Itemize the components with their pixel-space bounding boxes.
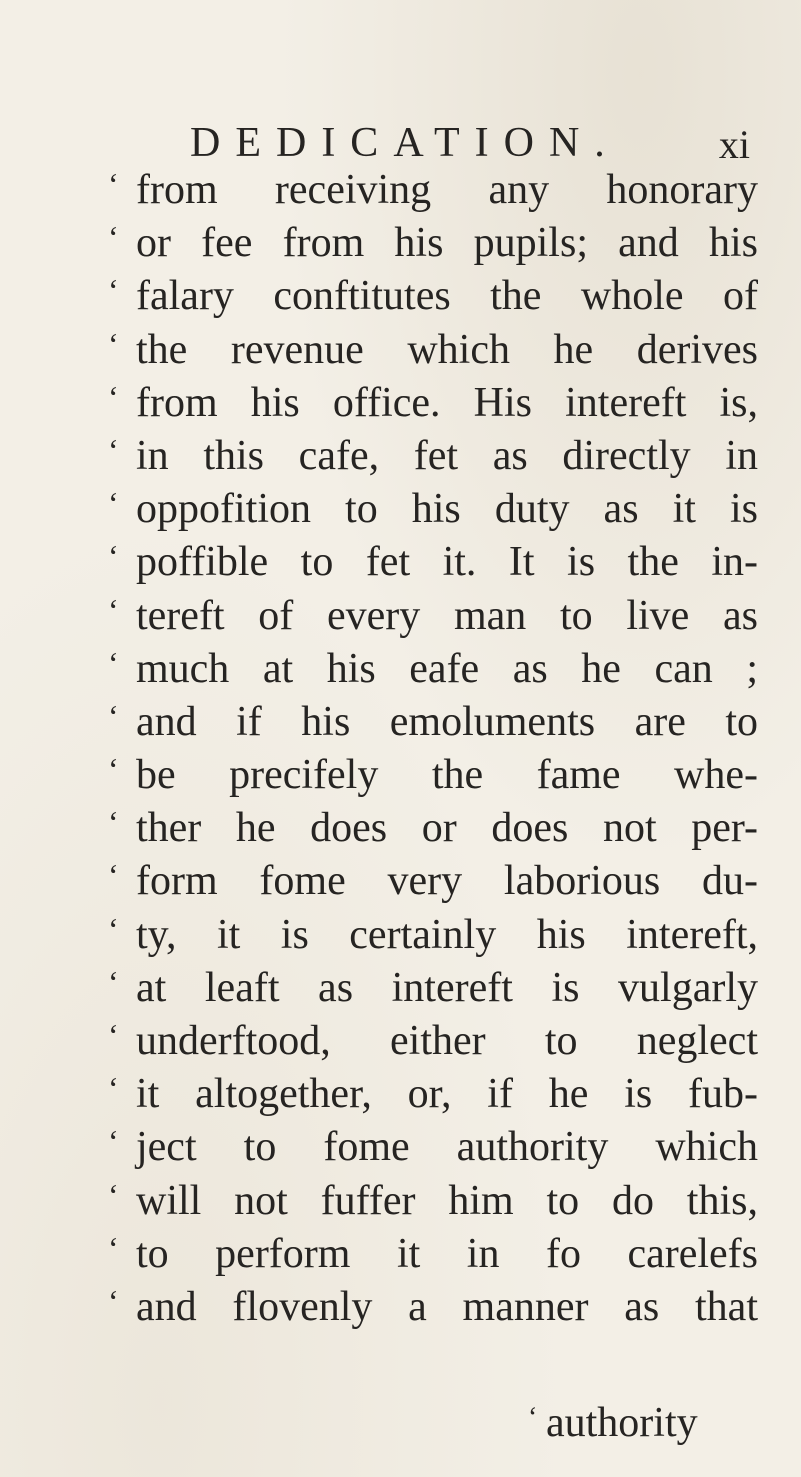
quotation-mark: ‘ — [108, 431, 119, 468]
text-line — [108, 696, 758, 749]
line-text: in this cafe, fet as directly in — [136, 432, 758, 479]
text-line — [108, 749, 758, 802]
running-head-title: DEDICATION. — [190, 120, 620, 166]
text-line — [108, 483, 758, 536]
text-line — [108, 1015, 758, 1068]
quotation-mark: ‘ — [108, 591, 119, 628]
text-line — [108, 1228, 758, 1281]
line-text: tereft of every man to live as — [136, 592, 758, 639]
text-line — [108, 536, 758, 589]
text-line — [108, 909, 758, 962]
text-line — [108, 1121, 758, 1174]
line-text: oppofition to his duty as it is — [136, 486, 758, 533]
line-text: ther he does or does not per- — [136, 805, 758, 852]
text-line — [108, 377, 758, 430]
line-text: falary conftitutes the whole of — [136, 273, 758, 320]
line-text: the revenue which he derives — [136, 326, 758, 373]
line-text: or fee from his pupils; and his — [136, 220, 758, 267]
text-line — [108, 270, 758, 323]
page-number: xi — [718, 122, 750, 167]
quotation-mark: ‘ — [108, 1229, 119, 1266]
line-text: it altogether, or, if he is fub- — [136, 1071, 758, 1118]
line-text: underftood, either to neglect — [136, 1018, 758, 1064]
line-text: and flovenly a manner as that — [136, 1283, 758, 1330]
quotation-mark: ‘ — [108, 857, 119, 894]
quotation-mark: ‘ — [528, 1402, 538, 1433]
line-text: to perform it in fo carelefs — [136, 1230, 758, 1277]
text-line — [108, 1068, 758, 1121]
quotation-mark: ‘ — [108, 272, 119, 309]
text-line — [108, 430, 758, 483]
quotation-mark: ‘ — [108, 751, 119, 788]
quotation-mark: ‘ — [108, 1017, 119, 1053]
line-text: ject to fome authority which — [136, 1124, 758, 1171]
line-text: will not fuffer him to do this, — [136, 1177, 758, 1224]
quotation-mark: ‘ — [108, 697, 119, 734]
quotation-mark: ‘ — [108, 1282, 119, 1319]
running-head — [190, 118, 750, 168]
text-line — [108, 1281, 758, 1334]
line-text: from receiving any honorary — [136, 167, 758, 213]
text-line — [108, 164, 758, 217]
catchword: authority — [546, 1400, 698, 1446]
text-line — [108, 962, 758, 1015]
quotation-mark: ‘ — [108, 963, 119, 1000]
quotation-mark: ‘ — [108, 219, 119, 256]
text-line — [108, 217, 758, 270]
quotation-mark: ‘ — [108, 166, 119, 202]
quotation-mark: ‘ — [108, 644, 119, 681]
quotation-mark: ‘ — [108, 325, 119, 362]
line-text: much at his eafe as he can ; — [136, 645, 758, 692]
line-text: form fome very laborious du- — [136, 858, 758, 905]
text-line — [108, 590, 758, 643]
quotation-mark: ‘ — [108, 378, 119, 415]
line-text: from his office. His intereft is, — [136, 379, 758, 426]
body-text — [108, 164, 758, 1334]
text-line — [108, 324, 758, 377]
text-line — [108, 802, 758, 855]
quotation-mark: ‘ — [108, 910, 119, 947]
text-line — [108, 855, 758, 908]
line-text: at leaft as intereft is vulgarly — [136, 964, 758, 1011]
quotation-mark: ‘ — [108, 1123, 119, 1160]
line-text: be precifely the fame whe- — [136, 752, 758, 799]
quotation-mark: ‘ — [108, 1176, 119, 1213]
quotation-mark: ‘ — [108, 538, 119, 575]
quotation-mark: ‘ — [108, 1070, 119, 1107]
line-text: ty, it is certainly his intereft, — [136, 911, 758, 958]
quotation-mark: ‘ — [108, 804, 119, 841]
quotation-mark: ‘ — [108, 485, 119, 522]
text-line — [108, 643, 758, 696]
catchword-line — [528, 1397, 698, 1454]
line-text: and if his emoluments are to — [136, 698, 758, 745]
line-text: poffible to fet it. It is the in- — [136, 539, 758, 586]
text-line — [108, 1175, 758, 1228]
